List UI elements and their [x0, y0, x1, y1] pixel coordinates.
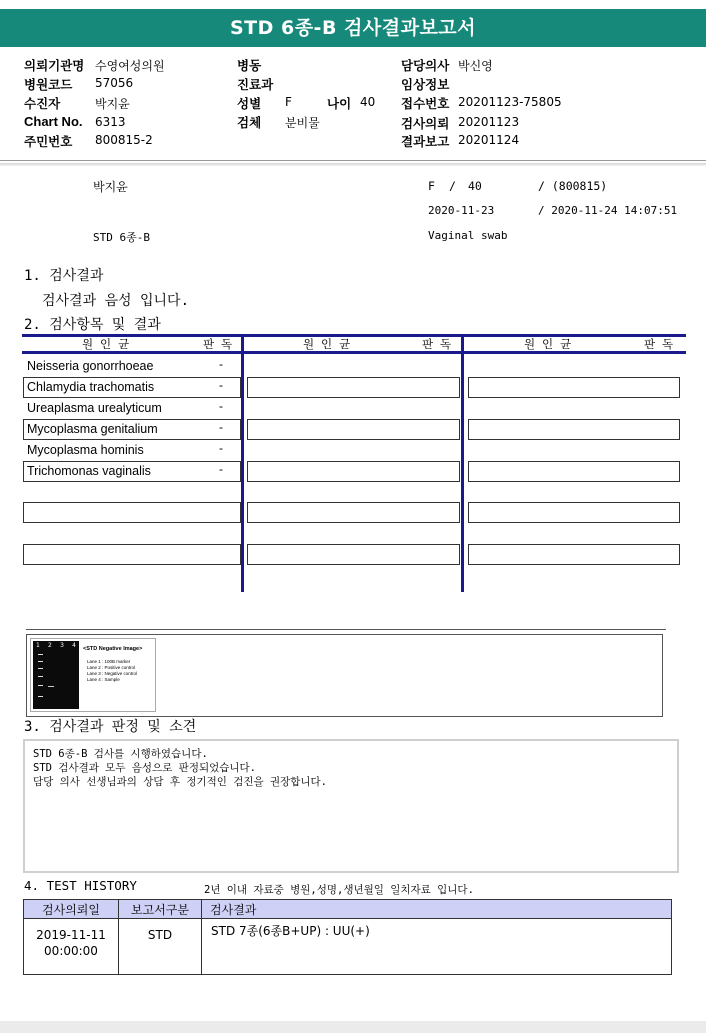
empty-row-box: [247, 377, 460, 398]
gel-band: [38, 661, 43, 662]
history-cell-type: [118, 918, 202, 975]
summary-sep: /: [449, 179, 456, 193]
empty-row-box: [468, 544, 680, 565]
organism-row: Ureaplasma urealyticum: [27, 401, 162, 415]
history-type: STD: [147, 928, 173, 942]
gel-band: [38, 676, 43, 677]
id-label: 주민번호: [24, 134, 73, 149]
gel-lane-label: 4: [72, 642, 76, 649]
sex-label: 성별: [237, 96, 262, 111]
gel-band: [38, 654, 43, 655]
gel-band: [38, 668, 43, 669]
clinical-label: 임상정보: [401, 77, 450, 92]
gel-caption-line: Lane 3 : Negative control: [87, 671, 138, 676]
section4-title: 4. TEST HISTORY: [24, 878, 137, 893]
col-result-3: 판 독: [644, 337, 674, 351]
column-divider: [241, 334, 244, 592]
organism-result: -: [219, 357, 223, 371]
gel-lane-label: 2: [48, 642, 52, 649]
history-date: 2019-11-11: [36, 928, 106, 942]
summary-test: STD 6종-B: [93, 231, 150, 244]
patient-label: 수진자: [24, 96, 61, 111]
gel-caption-line: Lane 1 : 100B marker: [87, 659, 131, 664]
specimen-label: 검체: [237, 115, 262, 130]
page-footer-band: [0, 1021, 706, 1033]
request-value: 20201123: [458, 115, 520, 129]
empty-row-box: [23, 502, 241, 523]
section1-result: 검사결과 음성 입니다.: [42, 293, 190, 309]
section1-title: 1. 검사결과: [24, 268, 104, 284]
section3-title: 3. 검사결과 판정 및 소견: [24, 719, 197, 735]
empty-row-box: [247, 461, 460, 482]
header-shadow: [0, 163, 706, 166]
empty-row-box: [23, 544, 241, 565]
gel-band: [38, 685, 43, 686]
summary-age: 40: [468, 179, 482, 193]
report-title: STD 6종-B 검사결과보고서: [0, 9, 706, 47]
specimen-value: 분비물: [285, 116, 320, 130]
summary-birth: / (800815): [538, 179, 608, 193]
empty-row-box: [247, 544, 460, 565]
receipt-value: 20201123-75805: [458, 95, 562, 109]
opinion-line: STD 검사결과 모두 음성으로 판정되었습니다.: [33, 762, 257, 774]
receipt-label: 접수번호: [401, 96, 450, 111]
col-result-1: 판 독: [203, 337, 233, 351]
empty-row-box: [468, 502, 680, 523]
empty-row-box: [247, 502, 460, 523]
sex-value: F: [285, 95, 292, 109]
organism-result: -: [219, 420, 223, 434]
opinion-line: 담당 의사 선생님과의 상담 후 정기적인 검진을 권장합니다.: [33, 776, 328, 788]
empty-row-box: [247, 419, 460, 440]
history-header-date: 검사의뢰일: [23, 899, 119, 919]
chart-value: 6313: [95, 115, 126, 129]
col-result-2: 판 독: [422, 337, 452, 351]
organism-row: Mycoplasma hominis: [27, 443, 144, 457]
organism-result: -: [219, 378, 223, 392]
summary-date-report: / 2020-11-24 14:07:51: [538, 204, 678, 217]
summary-sample: Vaginal swab: [428, 229, 508, 242]
empty-row-box: [468, 461, 680, 482]
gel-band: [48, 686, 54, 687]
gel-lane-labels: [36, 642, 76, 649]
opinion-line: STD 6종-B 검사를 시행하였습니다.: [33, 748, 208, 760]
gel-caption-line: Lane 2 : Positive control: [87, 665, 136, 670]
code-value: 57056: [95, 76, 134, 90]
gel-top-rule: [26, 629, 666, 630]
gel-caption-line: Lane 4 : Sample: [87, 677, 120, 682]
history-header-type: 보고서구분: [118, 899, 202, 919]
doctor-label: 담당의사: [401, 58, 450, 73]
gel-caption: [87, 659, 137, 683]
gel-photo: [33, 641, 79, 709]
history-note: 2년 이내 자료중 병원,성명,생년월일 일치자료 입니다.: [204, 884, 474, 896]
organism-row: Neisseria gonorrhoeae: [27, 359, 154, 373]
doctor-value: 박신영: [458, 59, 493, 73]
col-organism-3: 원 인 균: [524, 337, 572, 351]
history-result: STD 7종(6종B+UP) : UU(+): [211, 924, 370, 938]
section2-title: 2. 검사항목 및 결과: [24, 317, 161, 333]
empty-row-box: [468, 419, 680, 440]
organism-result: -: [219, 441, 223, 455]
history-time: 00:00:00: [44, 944, 98, 958]
col-organism-2: 원 인 균: [303, 337, 351, 351]
summary-date-request: 2020-11-23: [428, 204, 495, 217]
hospital-label: 의뢰기관명: [24, 58, 85, 73]
dept-label: 진료과: [237, 77, 274, 92]
gel-lane-label: 3: [60, 642, 64, 649]
summary-sex: F: [428, 179, 435, 193]
hospital-value: 수영여성의원: [95, 59, 165, 73]
organism-result: -: [219, 462, 223, 476]
ward-label: 병동: [237, 58, 262, 73]
gel-band: [38, 696, 43, 697]
header-divider: [0, 160, 706, 161]
code-label: 병원코드: [24, 77, 73, 92]
id-value: 800815-2: [95, 133, 153, 147]
patient-value: 박지윤: [95, 97, 130, 111]
age-label: 나이: [327, 96, 352, 111]
column-divider: [461, 334, 464, 592]
report-value: 20201124: [458, 133, 520, 147]
organism-row: Mycoplasma genitalium: [27, 422, 158, 436]
opinion-box: [23, 739, 679, 873]
chart-label: Chart No.: [24, 114, 83, 129]
report-label: 결과보고: [401, 134, 450, 149]
history-header-result: 검사결과: [201, 899, 672, 919]
col-organism-1: 원 인 균: [82, 337, 130, 351]
gel-lane-label: 1: [36, 642, 40, 649]
empty-row-box: [468, 377, 680, 398]
organism-row: Trichomonas vaginalis: [27, 464, 151, 478]
gel-image: [30, 638, 156, 712]
gel-caption-title: <STD Negative Image>: [83, 646, 143, 652]
summary-name: 박지윤: [93, 180, 128, 194]
request-label: 검사의뢰: [401, 116, 450, 131]
organism-result: -: [219, 399, 223, 413]
organism-row: Chlamydia trachomatis: [27, 380, 155, 394]
age-value: 40: [360, 95, 376, 109]
